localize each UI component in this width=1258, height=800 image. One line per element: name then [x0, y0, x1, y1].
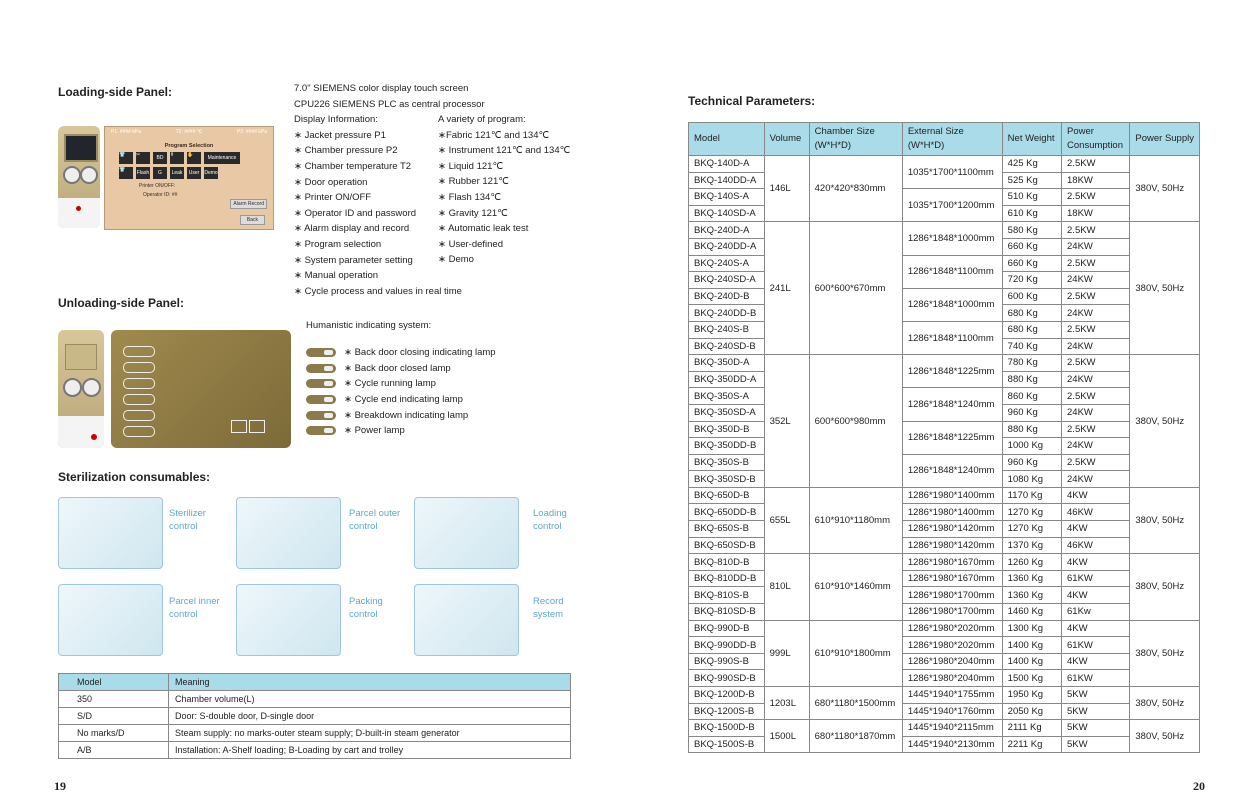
- power-consumption-cell: 2.5KW: [1062, 288, 1130, 305]
- table-row: [59, 725, 571, 742]
- net-weight-cell: 1300 Kg: [1002, 620, 1061, 637]
- net-weight-cell: 680 Kg: [1002, 321, 1061, 338]
- gauge-icon: [63, 166, 81, 184]
- model-cell: BKQ-140D-A: [689, 156, 765, 173]
- table-row: [59, 691, 571, 708]
- power-led-icon: [76, 206, 81, 211]
- table-cell: No marks/D: [59, 725, 169, 742]
- lamp-label: ∗ Power lamp: [344, 425, 405, 437]
- net-weight-cell: 1400 Kg: [1002, 653, 1061, 670]
- net-weight-cell: 880 Kg: [1002, 421, 1061, 438]
- power-consumption-cell: 4KW: [1062, 653, 1130, 670]
- external-size-cell: 1286*1980*1420mm: [902, 537, 1002, 554]
- external-size-cell: 1286*1848*1225mm: [902, 355, 1002, 388]
- volume-cell: 1500L: [764, 720, 809, 753]
- table-row: [689, 720, 1200, 737]
- external-size-cell: 1286*1848*1240mm: [902, 388, 1002, 421]
- power-consumption-cell: 4KW: [1062, 521, 1130, 538]
- model-cell: BKQ-350SD-A: [689, 404, 765, 421]
- program-heading: A variety of program:: [438, 114, 526, 125]
- display-info-item: ∗ Chamber pressure P2: [294, 145, 398, 157]
- power-supply-cell: 380V, 50Hz: [1130, 156, 1200, 222]
- model-cell: BKQ-140SD-A: [689, 205, 765, 222]
- lamp-icon: [123, 426, 155, 437]
- power-consumption-cell: 24KW: [1062, 305, 1130, 322]
- external-size-cell: 1286*1848*1240mm: [902, 454, 1002, 487]
- external-size-cell: 1445*1940*1760mm: [902, 703, 1002, 720]
- gauge-icon: [82, 378, 101, 397]
- model-cell: BKQ-350S-B: [689, 454, 765, 471]
- p1-readout: P1: #### kPa: [111, 129, 142, 135]
- display-info-item: ∗ System parameter setting: [294, 254, 413, 266]
- program-item: ∗ Automatic leak test: [438, 223, 529, 235]
- external-size-cell: 1445*1940*2130mm: [902, 736, 1002, 753]
- header-line: External Size: [907, 126, 964, 137]
- table-header: Meaning: [169, 674, 571, 691]
- chamber-size-cell: 680*1180*1870mm: [809, 720, 902, 753]
- sterilizer-control-image: [58, 497, 163, 569]
- page-number: 20: [1193, 779, 1205, 793]
- power-supply-cell: 380V, 50Hz: [1130, 487, 1200, 553]
- lamp-item: [306, 423, 496, 439]
- external-size-cell: 1286*1980*1400mm: [902, 487, 1002, 504]
- net-weight-cell: 1360 Kg: [1002, 570, 1061, 587]
- lamp-item: [306, 361, 496, 377]
- chamber-size-cell: 600*600*670mm: [809, 222, 902, 355]
- lamp-item: [306, 345, 496, 361]
- consumables-heading: Sterilization consumables:: [58, 470, 211, 484]
- device-screen-icon: [64, 134, 98, 162]
- external-size-cell: 1286*1848*1000mm: [902, 288, 1002, 321]
- display-info-item: ∗ Operator ID and password: [294, 207, 417, 219]
- unloading-lamp-panel: [111, 330, 291, 448]
- packing-control-image: [236, 584, 341, 656]
- lamp-icon: [123, 362, 155, 373]
- net-weight-cell: 2211 Kg: [1002, 736, 1061, 753]
- power-consumption-cell: 24KW: [1062, 371, 1130, 388]
- table-row: [689, 222, 1200, 239]
- net-weight-cell: 2111 Kg: [1002, 720, 1061, 737]
- table-header: Net Weight: [1002, 123, 1061, 156]
- power-consumption-cell: 46KW: [1062, 537, 1130, 554]
- model-cell: BKQ-1500S-B: [689, 736, 765, 753]
- external-size-cell: 1286*1980*1670mm: [902, 570, 1002, 587]
- screen-title: Program Selection: [164, 143, 214, 149]
- lamp-label: ∗ Breakdown indicating lamp: [344, 409, 469, 421]
- net-weight-cell: 720 Kg: [1002, 272, 1061, 289]
- external-size-cell: 1286*1980*2040mm: [902, 653, 1002, 670]
- screen-btn-g[interactable]: G: [153, 167, 167, 179]
- parcel-outer-control-image: [236, 497, 341, 569]
- loading-control-image: [414, 497, 519, 569]
- net-weight-cell: 580 Kg: [1002, 222, 1061, 239]
- header-line: Power: [1067, 126, 1094, 137]
- intro-line: 7.0" SIEMENS color display touch screen: [294, 83, 469, 94]
- display-info-item: ∗ Jacket pressure P1: [294, 129, 386, 141]
- model-cell: BKQ-990DD-B: [689, 637, 765, 654]
- table-row: [689, 620, 1200, 637]
- power-consumption-cell: 2.5KW: [1062, 355, 1130, 372]
- consumable-label: Parcel inner control: [169, 596, 220, 620]
- humanistic-heading: Humanistic indicating system:: [306, 320, 432, 331]
- consumable-label: Parcel outer control: [349, 508, 401, 532]
- power-consumption-cell: 2.5KW: [1062, 454, 1130, 471]
- lamp-icon: [306, 348, 336, 357]
- model-cell: BKQ-350D-B: [689, 421, 765, 438]
- screen-btn-maintenance[interactable]: Maintenance: [204, 152, 240, 164]
- printer-label: Printer ON/OFF:: [139, 183, 176, 189]
- net-weight-cell: 960 Kg: [1002, 404, 1061, 421]
- net-weight-cell: 1400 Kg: [1002, 637, 1061, 654]
- external-size-cell: 1286*1848*1225mm: [902, 421, 1002, 454]
- model-cell: BKQ-810D-B: [689, 554, 765, 571]
- model-cell: BKQ-1500D-B: [689, 720, 765, 737]
- power-consumption-cell: 24KW: [1062, 238, 1130, 255]
- screen-btn-user[interactable]: User: [187, 167, 201, 179]
- model-cell: BKQ-650S-B: [689, 521, 765, 538]
- table-header: Model: [59, 674, 169, 691]
- model-cell: BKQ-1200S-B: [689, 703, 765, 720]
- header-line: Chamber Size: [814, 126, 875, 137]
- table-cell: 350: [59, 691, 169, 708]
- power-consumption-cell: 24KW: [1062, 338, 1130, 355]
- external-size-cell: 1286*1848*1100mm: [902, 255, 1002, 288]
- model-cell: BKQ-810SD-B: [689, 604, 765, 621]
- table-row: [59, 708, 571, 725]
- power-consumption-cell: 24KW: [1062, 404, 1130, 421]
- consumable-label: Packing control: [349, 596, 383, 620]
- model-cell: BKQ-1200D-B: [689, 687, 765, 704]
- lamp-icon: [306, 426, 336, 435]
- program-item: ∗ Instrument 121℃ and 134℃: [438, 145, 571, 157]
- lamp-icon: [306, 395, 336, 404]
- net-weight-cell: 525 Kg: [1002, 172, 1061, 189]
- page-number: 19: [54, 779, 66, 793]
- power-consumption-cell: 4KW: [1062, 620, 1130, 637]
- power-supply-cell: 380V, 50Hz: [1130, 720, 1200, 753]
- model-cell: BKQ-350DD-A: [689, 371, 765, 388]
- external-size-cell: 1286*1980*2020mm: [902, 620, 1002, 637]
- power-consumption-cell: 18KW: [1062, 172, 1130, 189]
- power-consumption-cell: 2.5KW: [1062, 189, 1130, 206]
- power-consumption-cell: 2.5KW: [1062, 222, 1130, 239]
- table-row: [689, 554, 1200, 571]
- power-supply-cell: 380V, 50Hz: [1130, 222, 1200, 355]
- net-weight-cell: 1080 Kg: [1002, 471, 1061, 488]
- volume-cell: 352L: [764, 355, 809, 488]
- table-header: [1062, 123, 1130, 156]
- power-supply-cell: 380V, 50Hz: [1130, 355, 1200, 488]
- external-size-cell: 1286*1980*1420mm: [902, 521, 1002, 538]
- power-consumption-cell: 46KW: [1062, 504, 1130, 521]
- net-weight-cell: 1360 Kg: [1002, 587, 1061, 604]
- external-size-cell: 1286*1848*1000mm: [902, 222, 1002, 255]
- model-cell: BKQ-650D-B: [689, 487, 765, 504]
- lamp-label: ∗ Back door closed lamp: [344, 362, 451, 374]
- power-consumption-cell: 4KW: [1062, 587, 1130, 604]
- external-size-cell: 1445*1940*2115mm: [902, 720, 1002, 737]
- parcel-inner-control-image: [58, 584, 163, 656]
- screen-btn-leak[interactable]: Leak: [170, 167, 184, 179]
- volume-cell: 1203L: [764, 687, 809, 720]
- program-item: ∗ Gravity 121℃: [438, 207, 508, 219]
- power-consumption-cell: 2.5KW: [1062, 156, 1130, 173]
- lamp-list: [306, 345, 496, 439]
- display-info-item: ∗ Program selection: [294, 238, 382, 250]
- model-cell: BKQ-990SD-B: [689, 670, 765, 687]
- external-size-cell: 1445*1940*1755mm: [902, 687, 1002, 704]
- external-size-cell: 1286*1980*2020mm: [902, 637, 1002, 654]
- screen-btn-flash[interactable]: Flash: [136, 167, 150, 179]
- net-weight-cell: 1170 Kg: [1002, 487, 1061, 504]
- technical-parameters-table: [688, 122, 1200, 753]
- model-cell: BKQ-240SD-B: [689, 338, 765, 355]
- model-cell: BKQ-240DD-A: [689, 238, 765, 255]
- technical-parameters-heading: Technical Parameters:: [688, 94, 816, 108]
- net-weight-cell: 660 Kg: [1002, 238, 1061, 255]
- net-weight-cell: 680 Kg: [1002, 305, 1061, 322]
- model-cell: BKQ-990D-B: [689, 620, 765, 637]
- scissors-icon[interactable]: ✂: [136, 152, 150, 164]
- lamp-icon: [123, 346, 155, 357]
- consumable-label: Sterilizer control: [169, 508, 206, 532]
- header-line: Consumption: [1067, 140, 1123, 151]
- net-weight-cell: 510 Kg: [1002, 189, 1061, 206]
- model-cell: BKQ-240D-B: [689, 288, 765, 305]
- net-weight-cell: 960 Kg: [1002, 454, 1061, 471]
- shirt-icon[interactable]: 👕: [119, 167, 133, 179]
- volume-cell: 241L: [764, 222, 809, 355]
- table-cell: S/D: [59, 708, 169, 725]
- power-consumption-cell: 61Kw: [1062, 604, 1130, 621]
- net-weight-cell: 740 Kg: [1002, 338, 1061, 355]
- program-list: [438, 128, 570, 268]
- power-consumption-cell: 5KW: [1062, 736, 1130, 753]
- net-weight-cell: 600 Kg: [1002, 288, 1061, 305]
- alarm-record-button[interactable]: Alarm Record: [230, 199, 267, 209]
- loading-panel-device: [58, 126, 100, 228]
- program-column: [438, 112, 570, 268]
- loading-side-heading: Loading-side Panel:: [58, 85, 173, 99]
- external-size-cell: 1286*1980*1400mm: [902, 504, 1002, 521]
- power-consumption-cell: 61KW: [1062, 570, 1130, 587]
- table-row: [59, 742, 571, 759]
- model-cell: BKQ-810DD-B: [689, 570, 765, 587]
- operator-value: ##: [171, 192, 178, 198]
- unloading-panel-device: [58, 330, 104, 448]
- net-weight-cell: 610 Kg: [1002, 205, 1061, 222]
- volume-cell: 655L: [764, 487, 809, 553]
- display-info-item: ∗ Chamber temperature T2: [294, 160, 412, 172]
- intro-line: CPU226 SIEMENS PLC as central processor: [294, 98, 485, 110]
- model-cell: BKQ-650DD-B: [689, 504, 765, 521]
- lamp-item: [306, 392, 496, 408]
- model-meaning-table: [58, 673, 571, 759]
- lamp-item: [306, 376, 496, 392]
- net-weight-cell: 2050 Kg: [1002, 703, 1061, 720]
- volume-cell: 146L: [764, 156, 809, 222]
- power-consumption-cell: 2.5KW: [1062, 255, 1130, 272]
- display-info-item: ∗ Cycle process and values in real time: [294, 285, 462, 297]
- net-weight-cell: 1460 Kg: [1002, 604, 1061, 621]
- model-cell: BKQ-140S-A: [689, 189, 765, 206]
- power-consumption-cell: 5KW: [1062, 703, 1130, 720]
- power-consumption-cell: 18KW: [1062, 205, 1130, 222]
- program-item: ∗Fabric 121℃ and 134℃: [438, 129, 550, 141]
- program-item: ∗ Liquid 121℃: [438, 160, 504, 172]
- chamber-size-cell: 610*910*1180mm: [809, 487, 902, 553]
- power-led-icon: [91, 434, 97, 440]
- net-weight-cell: 425 Kg: [1002, 156, 1061, 173]
- lamp-label: ∗ Cycle end indicating lamp: [344, 394, 463, 406]
- table-header: Power Supply: [1130, 123, 1200, 156]
- lamp-label: ∗ Back door closing indicating lamp: [344, 347, 496, 359]
- program-item: ∗ Rubber 121℃: [438, 176, 509, 188]
- model-cell: BKQ-240DD-B: [689, 305, 765, 322]
- power-supply-cell: 380V, 50Hz: [1130, 687, 1200, 720]
- table-cell: Door: S-double door, D-single door: [169, 708, 571, 725]
- power-consumption-cell: 24KW: [1062, 438, 1130, 455]
- chamber-size-cell: 610*910*1800mm: [809, 620, 902, 686]
- display-info-item: ∗ Printer ON/OFF: [294, 192, 372, 204]
- bottle-icon[interactable]: ⚱: [170, 152, 184, 164]
- net-weight-cell: 880 Kg: [1002, 371, 1061, 388]
- table-header: Volume: [764, 123, 809, 156]
- model-cell: BKQ-810S-B: [689, 587, 765, 604]
- external-size-cell: 1035*1700*1200mm: [902, 189, 1002, 222]
- gauge-icon: [63, 378, 82, 397]
- program-item: ∗ User-defined: [438, 238, 503, 250]
- power-consumption-cell: 5KW: [1062, 720, 1130, 737]
- net-weight-cell: 1000 Kg: [1002, 438, 1061, 455]
- table-cell: Steam supply: no marks-outer steam supply; D-built-in steam generator: [169, 725, 571, 742]
- power-consumption-cell: 24KW: [1062, 272, 1130, 289]
- table-row: [689, 687, 1200, 704]
- table-header: [809, 123, 902, 156]
- gloves-icon[interactable]: ✋: [187, 152, 201, 164]
- lamp-icon: [123, 410, 155, 421]
- net-weight-cell: 1270 Kg: [1002, 521, 1061, 538]
- external-size-cell: 1286*1980*1700mm: [902, 604, 1002, 621]
- power-consumption-cell: 4KW: [1062, 554, 1130, 571]
- chamber-size-cell: 610*910*1460mm: [809, 554, 902, 620]
- display-info-item: ∗ Manual operation: [294, 270, 379, 282]
- p2-readout: P2: #### kPa: [236, 129, 267, 135]
- screen-btn-demo[interactable]: Demo: [204, 167, 218, 179]
- model-cell: BKQ-350D-A: [689, 355, 765, 372]
- volume-cell: 810L: [764, 554, 809, 620]
- display-info-item: ∗ Door operation: [294, 176, 368, 188]
- model-cell: BKQ-240S-A: [689, 255, 765, 272]
- power-consumption-cell: 5KW: [1062, 687, 1130, 704]
- display-info-item: ∗ Alarm display and record: [294, 223, 410, 235]
- chamber-size-cell: 680*1180*1500mm: [809, 687, 902, 720]
- touch-screen: [104, 126, 274, 230]
- consumable-label: Loading control: [533, 508, 567, 532]
- shirt-icon[interactable]: 👕: [119, 152, 133, 164]
- program-item: ∗ Flash 134℃: [438, 191, 501, 203]
- power-supply-cell: 380V, 50Hz: [1130, 554, 1200, 620]
- chamber-size-cell: 600*600*980mm: [809, 355, 902, 488]
- model-cell: BKQ-350DD-B: [689, 438, 765, 455]
- volume-cell: 999L: [764, 620, 809, 686]
- header-line: (W*H*D): [907, 140, 945, 151]
- net-weight-cell: 1270 Kg: [1002, 504, 1061, 521]
- power-consumption-cell: 2.5KW: [1062, 388, 1130, 405]
- operator-label: Operator ID:: [143, 192, 171, 198]
- table-header: Model: [689, 123, 765, 156]
- t2-readout: T2: #### ℃: [175, 129, 203, 135]
- power-consumption-cell: 4KW: [1062, 487, 1130, 504]
- lamp-icon: [306, 379, 336, 388]
- net-weight-cell: 1370 Kg: [1002, 537, 1061, 554]
- table-row: [689, 355, 1200, 372]
- table-cell: Installation: A-Shelf loading; B-Loading by cart and trolley: [169, 742, 571, 759]
- model-cell: BKQ-650SD-B: [689, 537, 765, 554]
- consumable-label: Record system: [533, 596, 564, 620]
- table-cell: Chamber volume(L): [169, 691, 571, 708]
- table-row: [689, 156, 1200, 173]
- external-size-cell: 1286*1980*2040mm: [902, 670, 1002, 687]
- net-weight-cell: 1950 Kg: [1002, 687, 1061, 704]
- external-size-cell: 1286*1848*1100mm: [902, 321, 1002, 354]
- table-cell: A/B: [59, 742, 169, 759]
- net-weight-cell: 780 Kg: [1002, 355, 1061, 372]
- model-cell: BKQ-350SD-B: [689, 471, 765, 488]
- power-consumption-cell: 2.5KW: [1062, 321, 1130, 338]
- lamp-item: [306, 407, 496, 423]
- record-system-image: [414, 584, 519, 656]
- model-cell: BKQ-240SD-A: [689, 272, 765, 289]
- external-size-cell: 1286*1980*1700mm: [902, 587, 1002, 604]
- model-cell: BKQ-350S-A: [689, 388, 765, 405]
- gauge-icon: [80, 166, 98, 184]
- lamp-icon: [123, 394, 155, 405]
- header-line: (W*H*D): [814, 140, 852, 151]
- model-cell: BKQ-240S-B: [689, 321, 765, 338]
- table-row: [689, 487, 1200, 504]
- door-button-icon[interactable]: [231, 420, 247, 433]
- lamp-label: ∗ Cycle running lamp: [344, 378, 436, 390]
- door-button-icon[interactable]: [249, 420, 265, 433]
- chamber-size-cell: 420*420*830mm: [809, 156, 902, 222]
- lamp-icon: [306, 411, 336, 420]
- table-header: [902, 123, 1002, 156]
- external-size-cell: 1035*1700*1100mm: [902, 156, 1002, 189]
- power-supply-cell: 380V, 50Hz: [1130, 620, 1200, 686]
- net-weight-cell: 660 Kg: [1002, 255, 1061, 272]
- display-info-heading: Display Information:: [294, 114, 378, 126]
- lamp-icon: [123, 378, 155, 389]
- model-cell: BKQ-240D-A: [689, 222, 765, 239]
- net-weight-cell: 1500 Kg: [1002, 670, 1061, 687]
- net-weight-cell: 860 Kg: [1002, 388, 1061, 405]
- model-cell: BKQ-140DD-A: [689, 172, 765, 189]
- lamp-icon: [306, 364, 336, 373]
- unloading-side-heading: Unloading-side Panel:: [58, 296, 185, 310]
- screen-btn-bd[interactable]: BD: [153, 152, 167, 164]
- net-weight-cell: 1260 Kg: [1002, 554, 1061, 571]
- power-consumption-cell: 24KW: [1062, 471, 1130, 488]
- model-cell: BKQ-990S-B: [689, 653, 765, 670]
- external-size-cell: 1286*1980*1670mm: [902, 554, 1002, 571]
- power-consumption-cell: 2.5KW: [1062, 421, 1130, 438]
- program-item: ∗ Demo: [438, 254, 474, 266]
- power-consumption-cell: 61KW: [1062, 637, 1130, 654]
- back-button[interactable]: Back: [240, 215, 265, 225]
- power-consumption-cell: 61KW: [1062, 670, 1130, 687]
